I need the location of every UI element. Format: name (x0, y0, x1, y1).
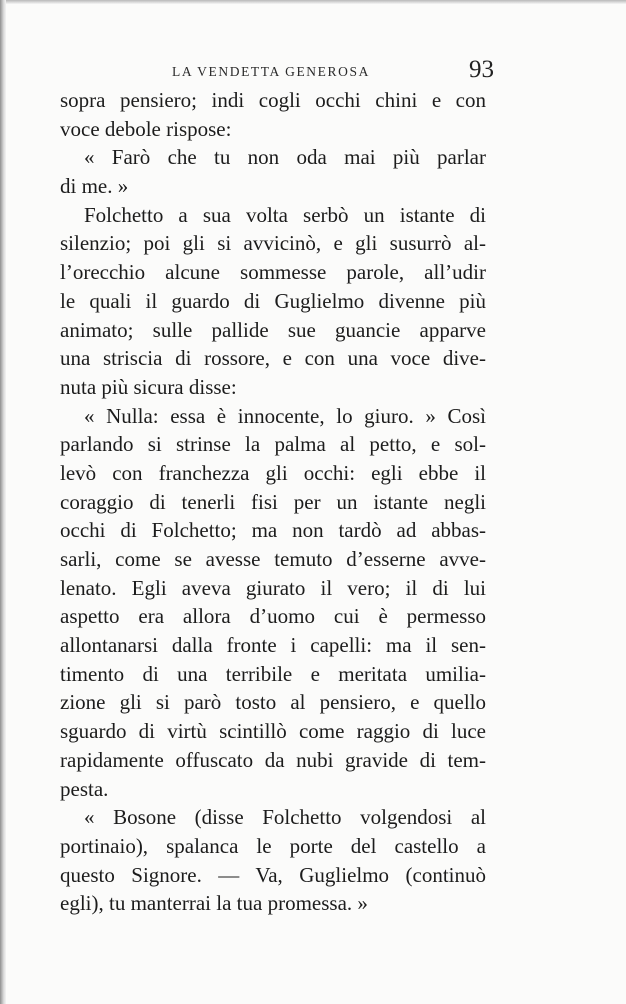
page-number: 93 (469, 56, 494, 83)
page-binding-edge (0, 0, 6, 1004)
text-line: « Farò che tu non oda mai più parlar (84, 145, 486, 170)
text-line: sguardo di virtù scintillò come raggio di luce (60, 719, 486, 744)
text-line: nuta più sicura disse: (60, 374, 237, 399)
text-line: allontanarsi dalla fronte i capelli: ma il sen- (60, 633, 486, 658)
text-line: aspetto era allora d’uomo cui è permesso (60, 604, 486, 629)
text-line: di me. » (60, 174, 129, 199)
text-line: le quali il guardo di Guglielmo divenne più (60, 288, 486, 313)
text-line: l’orecchio alcune sommesse parole, all’udir (60, 260, 486, 285)
text-line: zione gli si parò tosto al pensiero, e quello (60, 690, 486, 715)
text-line: parlando si strinse la palma al petto, e sol- (60, 432, 486, 457)
text-line: rapidamente offuscato da nubi gravide di tem- (60, 747, 486, 772)
text-line: occhi di Folchetto; ma non tardò ad abbas- (60, 518, 486, 543)
text-line: sarli, come se avesse temuto d’esserne avve- (60, 547, 486, 571)
text-line: una striscia di rossore, e con una voce dive- (60, 346, 486, 371)
text-line: Folchetto a sua volta serbò un istante di (84, 202, 486, 227)
text-line: egli), tu manterrai la tua promessa. » (60, 891, 368, 916)
running-title: LA VENDETTA GENEROSA (172, 64, 370, 79)
text-line: « Bosone (disse Folchetto volgendosi al (84, 805, 486, 830)
page-top-edge (0, 0, 626, 4)
text-line: voce debole rispose: (60, 116, 232, 141)
text-line: timento di una terribile e meritata umilia- (60, 661, 486, 686)
text-line: sopra pensiero; indi cogli occhi chini e con (60, 88, 486, 112)
text-line: portinaio), spalanca le porte del castello a (60, 833, 486, 858)
text-line: lenato. Egli aveva giurato il vero; il di lui (60, 575, 486, 600)
text-line: coraggio di tenerli fisi per un istante negli (60, 489, 486, 514)
text-line: « Nulla: essa è innocente, lo giuro. » Così (84, 403, 486, 428)
text-line: silenzio; poi gli si avvicinò, e gli susurrò al- (60, 231, 486, 256)
text-line: levò con franchezza gli occhi: egli ebbe il (60, 460, 486, 485)
text-line: questo Signore. — Va, Guglielmo (continuò (60, 862, 486, 887)
text-line: animato; sulle pallide sue guancie apparve (60, 317, 486, 342)
body-text (60, 86, 486, 918)
text-line: pesta. (60, 776, 109, 801)
